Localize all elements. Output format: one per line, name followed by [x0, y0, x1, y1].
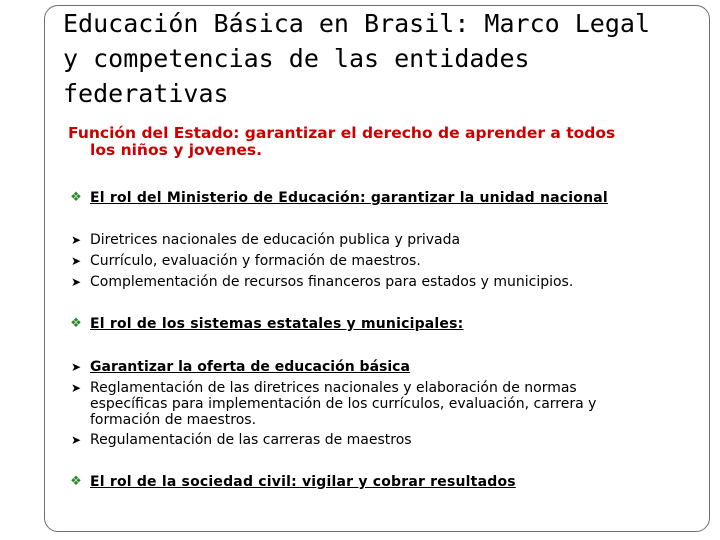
list-item [68, 359, 698, 375]
diamond-bullet-icon: ❖ [70, 316, 82, 331]
title-line-1: Educación Básica en Brasil: Marco Legal [63, 9, 650, 38]
list-item-text: Complementación de recursos financeros para estados y municipios. [90, 274, 574, 290]
section-heading-text: El rol de los sistemas estatales y municipales: [90, 316, 464, 332]
diamond-bullet-icon: ❖ [70, 474, 82, 489]
arrow-bullet-icon: ➤ [70, 433, 82, 447]
section-heading-text: El rol del Ministerio de Educación: garantizar la unidad nacional [90, 190, 608, 206]
list-item-text: Currículo, evaluación y formación de maestros. [90, 253, 421, 269]
section-heading-sistemas [68, 316, 698, 332]
section-heading-text: El rol de la sociedad civil: vigilar y cobrar resultados [90, 474, 516, 490]
list-item [68, 274, 698, 290]
list-item-text: Regulamentación de las carreras de maestros [90, 432, 412, 448]
list-item [68, 232, 698, 248]
slide-title [63, 6, 683, 111]
title-line-2: y competencias de las entidades [63, 44, 530, 73]
arrow-bullet-icon: ➤ [70, 275, 82, 289]
list-item [68, 253, 698, 269]
slide-subtitle [68, 125, 688, 159]
arrow-bullet-icon: ➤ [70, 360, 82, 374]
arrow-bullet-icon: ➤ [70, 381, 82, 395]
title-line-3: federativas [63, 79, 229, 108]
diamond-bullet-icon: ❖ [70, 190, 82, 205]
subtitle-line-1: Función del Estado: garantizar el derecho de aprender a todos [68, 124, 616, 142]
arrow-bullet-icon: ➤ [70, 233, 82, 247]
list-item [68, 432, 698, 448]
list-item-text: Garantizar la oferta de educación básica [90, 359, 410, 375]
list-item-text: Reglamentación de las diretrices nacionales y elaboración de normas específicas para implementación de los currículos, evaluación, carrera y formación de maestros. [90, 380, 597, 428]
arrow-bullet-icon: ➤ [70, 254, 82, 268]
list-item-text: Diretrices nacionales de educación publica y privada [90, 232, 461, 248]
section-heading-ministerio [68, 190, 698, 206]
list-item [68, 380, 638, 428]
section-heading-sociedad [68, 474, 698, 490]
subtitle-line-2: los niños y jovenes. [90, 141, 262, 159]
